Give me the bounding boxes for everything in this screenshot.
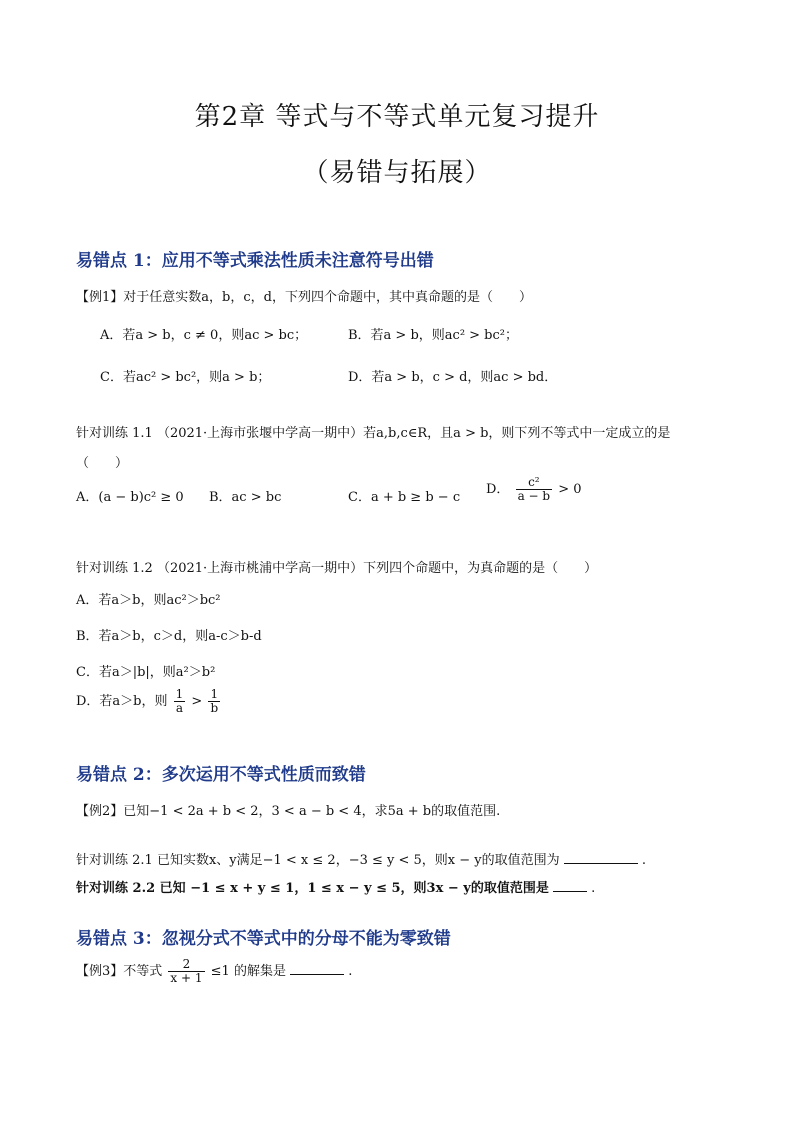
period: . [591,881,596,896]
section-heading-2: 易错点 2：多次运用不等式性质而致错 [76,765,366,785]
fraction-2-over-x-plus-1 [168,958,204,985]
fraction-denominator: a [175,701,184,716]
option-d-label: D．若a＞b，则 [76,694,168,710]
exercise-1-2-stem: 针对训练 1.2 （2021·上海市桃浦中学高一期中）下列四个命题中，为真命题的是（ ） [76,561,598,576]
exercise-2-1 [76,849,646,868]
exercise-1-2-option-a: A．若a＞b，则ac²＞bc² [76,593,221,608]
example-1-stem: 【例1】对于任意实数a，b，c，d，下列四个命题中，其中真命题的是（ ） [76,290,532,305]
fraction-1-over-a [174,688,186,715]
section-heading-3: 易错点 3：忽视分式不等式中的分母不能为零致错 [76,929,451,949]
fraction-numerator: c² [516,476,553,490]
period: . [348,964,353,980]
fraction-denominator: b [210,701,219,716]
fraction-1-over-b [208,688,220,715]
answer-blank [564,853,638,864]
fraction-denominator: a − b [517,489,551,504]
example-2-stem: 【例2】已知−1 < 2a + b < 2，3 < a − b < 4，求5a + b的取值范围. [76,804,501,819]
example-3-suffix: ≤1 的解集是 [210,964,286,980]
page-subtitle: （易错与拓展） [302,158,492,188]
exercise-1-1-option-d [486,476,582,503]
example-1-option-b: B．若a > b，则ac² > bc²； [348,328,518,343]
exercise-1-2-option-c: C．若a＞|b|，则a²＞b² [76,665,216,680]
fraction [516,476,553,503]
fraction-numerator: 1 [175,687,184,701]
greater-than-sign: > [191,694,203,710]
exercise-2-2-stem: 针对训练 2.2 已知 −1 ≤ x + y ≤ 1，1 ≤ x − y ≤ 5，则3x − y的取值范围是 [76,881,549,896]
exercise-2-2 [76,877,595,896]
option-d-label: D． [486,482,510,498]
option-d-suffix: > 0 [558,482,582,498]
answer-blank [553,881,587,892]
exercise-1-2-option-b: B．若a＞b，c＞d，则a-c＞b-d [76,629,262,644]
example-1-option-c: C．若ac² > bc²，则a > b； [100,370,271,385]
exercise-1-1-option-c: C．a + b ≥ b − c [348,490,461,505]
exercise-1-1-stem: 针对训练 1.1 （2021·上海市张堰中学高一期中）若a,b,c∈R，且a > b，则下列不等式中一定成立的是 [76,426,671,441]
fraction-denominator: x + 1 [170,971,203,986]
example-1-option-a: A．若a > b，c ≠ 0，则ac > bc； [100,328,308,343]
fraction-numerator: 2 [168,958,204,972]
exercise-1-1-paren: （ ） [76,456,129,471]
exercise-2-1-stem: 针对训练 2.1 已知实数x、y满足−1 < x ≤ 2，−3 ≤ y < 5，则x − y的取值范围为 [76,853,560,868]
exercise-1-2-option-d [76,688,222,715]
exercise-1-1-option-b: B．ac > bc [209,490,282,505]
exercise-1-1-option-a: A．(a − b)c² ≥ 0 [76,490,184,505]
fraction-numerator: 1 [208,688,220,702]
example-1-option-d: D．若a > b，c > d，则ac > bd． [348,370,558,385]
section-heading-1: 易错点 1：应用不等式乘法性质未注意符号出错 [76,251,434,271]
example-3-prefix: 【例3】不等式 [76,964,163,980]
example-3 [76,958,352,985]
page-title: 第2章 等式与不等式单元复习提升 [194,102,600,132]
answer-blank [290,964,344,975]
period: . [641,853,647,868]
